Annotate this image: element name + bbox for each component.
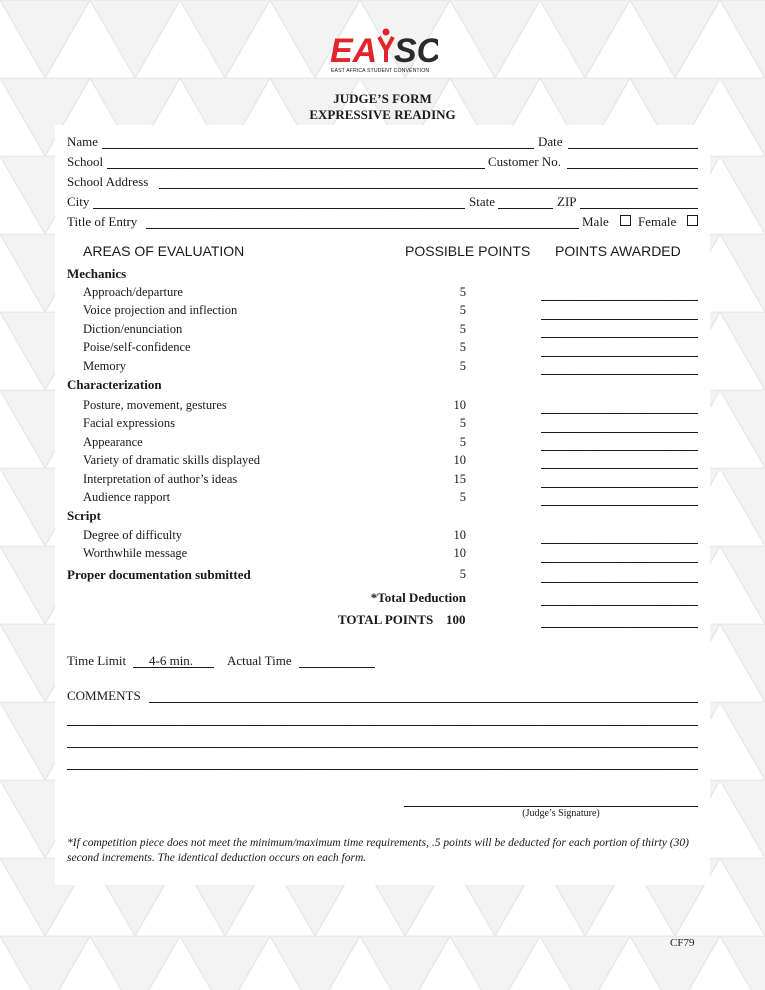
total-deduction-label: *Total Deduction bbox=[370, 590, 466, 605]
customer-no-label: Customer No. bbox=[488, 154, 561, 169]
city-field[interactable] bbox=[93, 208, 465, 209]
criterion-label: Memory bbox=[83, 359, 127, 373]
criterion-label: Poise/self-confidence bbox=[83, 340, 191, 354]
criterion-points: 5 bbox=[459, 359, 466, 373]
points-awarded-field[interactable] bbox=[541, 374, 698, 375]
criterion-points: 15 bbox=[453, 472, 466, 486]
documentation-label: Proper documentation submitted bbox=[67, 567, 251, 582]
awarded-header: POINTS AWARDED bbox=[555, 243, 681, 259]
male-checkbox[interactable] bbox=[620, 215, 631, 226]
points-awarded-field[interactable] bbox=[541, 505, 698, 506]
criterion-label: Appearance bbox=[83, 435, 143, 449]
criterion-label: Variety of dramatic skills displayed bbox=[83, 453, 261, 467]
form-code: CF79 bbox=[670, 937, 695, 949]
criterion-label: Posture, movement, gestures bbox=[83, 398, 227, 412]
time-limit-value: 4-6 min. bbox=[149, 653, 194, 668]
criterion-points: 5 bbox=[459, 322, 466, 336]
form-title: JUDGE’S FORM bbox=[333, 91, 432, 106]
school-label: School bbox=[67, 154, 104, 169]
points-awarded-field[interactable] bbox=[541, 356, 698, 357]
comments-label: COMMENTS bbox=[67, 688, 141, 703]
points-awarded-field[interactable] bbox=[541, 543, 698, 544]
name-field[interactable] bbox=[102, 148, 534, 149]
criterion-points: 10 bbox=[453, 453, 466, 467]
points-awarded-field[interactable] bbox=[541, 319, 698, 320]
time-limit-label: Time Limit bbox=[67, 653, 127, 668]
criterion-label: Interpretation of author’s ideas bbox=[83, 472, 238, 486]
total-points-field[interactable] bbox=[541, 627, 698, 628]
comments-field[interactable] bbox=[67, 769, 698, 770]
points-awarded-field[interactable] bbox=[541, 562, 698, 563]
criterion-points: 5 bbox=[459, 435, 466, 449]
total-deduction-field[interactable] bbox=[541, 605, 698, 606]
name-label: Name bbox=[67, 134, 99, 149]
points-awarded-field[interactable] bbox=[541, 337, 698, 338]
total-points-label: TOTAL POINTS bbox=[338, 612, 434, 627]
female-label: Female bbox=[638, 214, 677, 229]
state-field[interactable] bbox=[498, 208, 553, 209]
criterion-label: Degree of difficulty bbox=[83, 528, 183, 542]
criterion-label: Diction/enunciation bbox=[83, 322, 183, 336]
points-awarded-field[interactable] bbox=[541, 413, 698, 414]
female-checkbox[interactable] bbox=[687, 215, 698, 226]
title-of-entry-field[interactable] bbox=[146, 228, 579, 229]
criterion-label: Facial expressions bbox=[83, 416, 175, 430]
criterion-points: 10 bbox=[453, 398, 466, 412]
comments-field[interactable] bbox=[149, 702, 698, 703]
footnote: *If competition piece does not meet the minimum/maximum time requirements, .5 points will be deducted for each portion of thirty (30) second increments. The identical deduction occurs on each form. bbox=[67, 837, 689, 864]
points-awarded-field[interactable] bbox=[541, 468, 698, 469]
criterion-points: 5 bbox=[459, 303, 466, 317]
male-label: Male bbox=[582, 214, 609, 229]
comments-field[interactable] bbox=[67, 725, 698, 726]
zip-field[interactable] bbox=[580, 208, 698, 209]
criterion-points: 5 bbox=[459, 340, 466, 354]
criterion-points: 5 bbox=[459, 285, 466, 299]
comments-field[interactable] bbox=[67, 747, 698, 748]
signature-label: (Judge’s Signature) bbox=[522, 808, 600, 819]
total-points-value: 100 bbox=[446, 612, 466, 627]
school-address-field[interactable] bbox=[159, 188, 698, 189]
date-label: Date bbox=[538, 134, 563, 149]
criterion-points: 5 bbox=[459, 416, 466, 430]
criterion-points: 10 bbox=[453, 528, 466, 542]
school-address-label: School Address bbox=[67, 174, 149, 189]
points-awarded-field[interactable] bbox=[541, 432, 698, 433]
svg-text:EA: EA bbox=[330, 32, 378, 70]
actual-time-field[interactable] bbox=[299, 667, 375, 668]
signature-field[interactable] bbox=[404, 806, 698, 807]
zip-label: ZIP bbox=[557, 194, 577, 209]
possible-header: POSSIBLE POINTS bbox=[405, 243, 531, 259]
city-label: City bbox=[67, 194, 90, 209]
date-field[interactable] bbox=[568, 148, 698, 149]
school-field[interactable] bbox=[107, 168, 485, 169]
areas-header: AREAS OF EVALUATION bbox=[83, 243, 245, 259]
documentation-points: 5 bbox=[459, 567, 466, 581]
form-subtitle: EXPRESSIVE READING bbox=[309, 107, 456, 122]
customer-no-field[interactable] bbox=[567, 168, 698, 169]
criterion-label: Worthwhile message bbox=[83, 546, 188, 560]
svg-text:SC: SC bbox=[394, 32, 438, 70]
logo-tagline: EAST AFRICA STUDENT CONVENTION bbox=[331, 68, 430, 74]
section-characterization: Characterization bbox=[67, 377, 162, 392]
criterion-points: 5 bbox=[459, 490, 466, 504]
section-mechanics: Mechanics bbox=[67, 266, 127, 281]
points-awarded-field[interactable] bbox=[541, 487, 698, 488]
documentation-awarded-field[interactable] bbox=[541, 582, 698, 583]
title-of-entry-label: Title of Entry bbox=[67, 214, 138, 229]
state-label: State bbox=[469, 194, 495, 209]
criterion-label: Approach/departure bbox=[83, 285, 183, 299]
actual-time-label: Actual Time bbox=[227, 653, 292, 668]
points-awarded-field[interactable] bbox=[541, 450, 698, 451]
points-awarded-field[interactable] bbox=[541, 300, 698, 301]
criterion-label: Voice projection and inflection bbox=[83, 303, 238, 317]
section-script: Script bbox=[67, 508, 101, 523]
criterion-label: Audience rapport bbox=[83, 490, 171, 504]
criterion-points: 10 bbox=[453, 546, 466, 560]
